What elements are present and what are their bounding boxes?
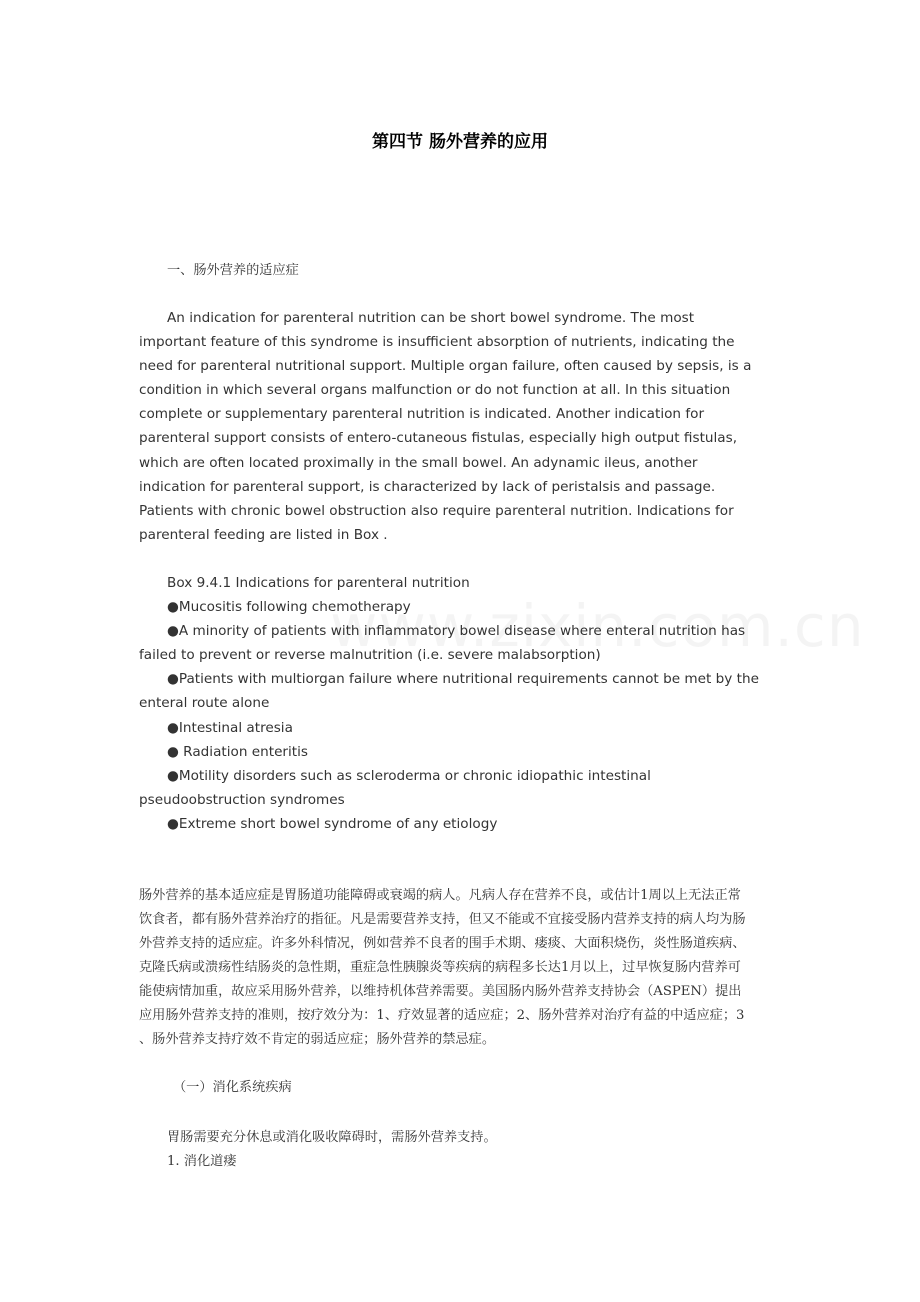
cn-para-line: 能使病情加重，故应采用肠外营养，以维持机体营养需要。美国肠内肠外营养支持协会（ASPEN）提出 bbox=[139, 984, 742, 999]
intro-line: important feature of this syndrome is insufficient absorption of nutrients, indicating the bbox=[139, 334, 735, 351]
box-line: ●Mucositis following chemotherapy bbox=[167, 599, 411, 616]
cn-body-line: 胃肠需要充分休息或消化吸收障碍时，需肠外营养支持。 bbox=[167, 1130, 497, 1145]
cn-para-line: 、肠外营养支持疗效不肯定的弱适应症；肠外营养的禁忌症。 bbox=[139, 1032, 496, 1047]
box-line: ●Intestinal atresia bbox=[167, 719, 293, 736]
chinese-paragraph bbox=[139, 884, 784, 1052]
intro-line: indication for parenteral support, is characterized by lack of peristalsis and passage. bbox=[139, 478, 716, 495]
box-line: ● Radiation enteritis bbox=[167, 743, 308, 760]
intro-line: complete or supplementary parenteral nutrition is indicated. Another indication for bbox=[139, 406, 705, 423]
box-line: ●Extreme short bowel syndrome of any etiology bbox=[167, 815, 498, 832]
box-line: ●A minority of patients with inflammatory bowel disease where enteral nutrition has bbox=[167, 623, 746, 640]
cn-para-line: 外营养支持的适应症。许多外科情况，例如营养不良者的围手术期、瘘痰、大面积烧伤，炎性肠道疾病、 bbox=[139, 936, 746, 951]
box-line: enteral route alone bbox=[139, 695, 270, 712]
box-line: pseudoobstruction syndromes bbox=[139, 791, 345, 808]
intro-line: need for parenteral nutritional support. Multiple organ failure, often caused by sepsis, is a bbox=[139, 358, 752, 375]
intro-paragraph bbox=[139, 306, 779, 547]
intro-line: Patients with chronic bowel obstruction also require parenteral nutrition. Indications for bbox=[139, 502, 734, 519]
box-line: ●Patients with multiorgan failure where nutritional requirements cannot be met by the bbox=[167, 671, 759, 688]
box-line: Box 9.4.1 Indications for parenteral nutrition bbox=[167, 575, 470, 591]
intro-line: An indication for parenteral nutrition can be short bowel syndrome. The most bbox=[167, 310, 695, 326]
cn-para-line: 应用肠外营养支持的准则，按疗效分为：1、疗效显著的适应症；2、肠外营养对治疗有益的中适应症；3 bbox=[139, 1008, 745, 1023]
section-heading-indications: 一、肠外营养的适应症 bbox=[167, 263, 299, 278]
cn-para-line: 肠外营养的基本适应症是胃肠道功能障碍或衰竭的病人。凡病人存在营养不良，或估计1周以上无法正常 bbox=[139, 888, 741, 903]
intro-line: condition in which several organs malfunction or do not function at all. In this situation bbox=[139, 382, 731, 399]
cn-para-line: 克隆氏病或溃疡性结肠炎的急性期，重症急性胰腺炎等疾病的病程多长达1月以上，过早恢复肠内营养可 bbox=[139, 960, 741, 975]
intro-line: which are often located proximally in the small bowel. An adynamic ileus, another bbox=[139, 454, 698, 471]
page-title: 第四节 肠外营养的应用 bbox=[372, 132, 548, 152]
cn-body-line: 1. 消化道瘘 bbox=[167, 1154, 237, 1169]
intro-line: parenteral support consists of entero-cutaneous fistulas, especially high output fistulas, bbox=[139, 430, 738, 447]
intro-line: parenteral feeding are listed in Box . bbox=[139, 526, 388, 543]
section-heading-digestive: （一）消化系统疾病 bbox=[173, 1080, 292, 1095]
box-line: failed to prevent or reverse malnutrition (i.e. severe malabsorption) bbox=[139, 647, 601, 664]
digestive-body bbox=[167, 1126, 807, 1174]
cn-para-line: 饮食者，都有肠外营养治疗的指征。凡是需要营养支持，但又不能或不宜接受肠内营养支持的病人均为肠 bbox=[139, 912, 746, 927]
indications-box bbox=[139, 571, 779, 836]
box-line: ●Motility disorders such as scleroderma or chronic idiopathic intestinal bbox=[167, 767, 651, 784]
